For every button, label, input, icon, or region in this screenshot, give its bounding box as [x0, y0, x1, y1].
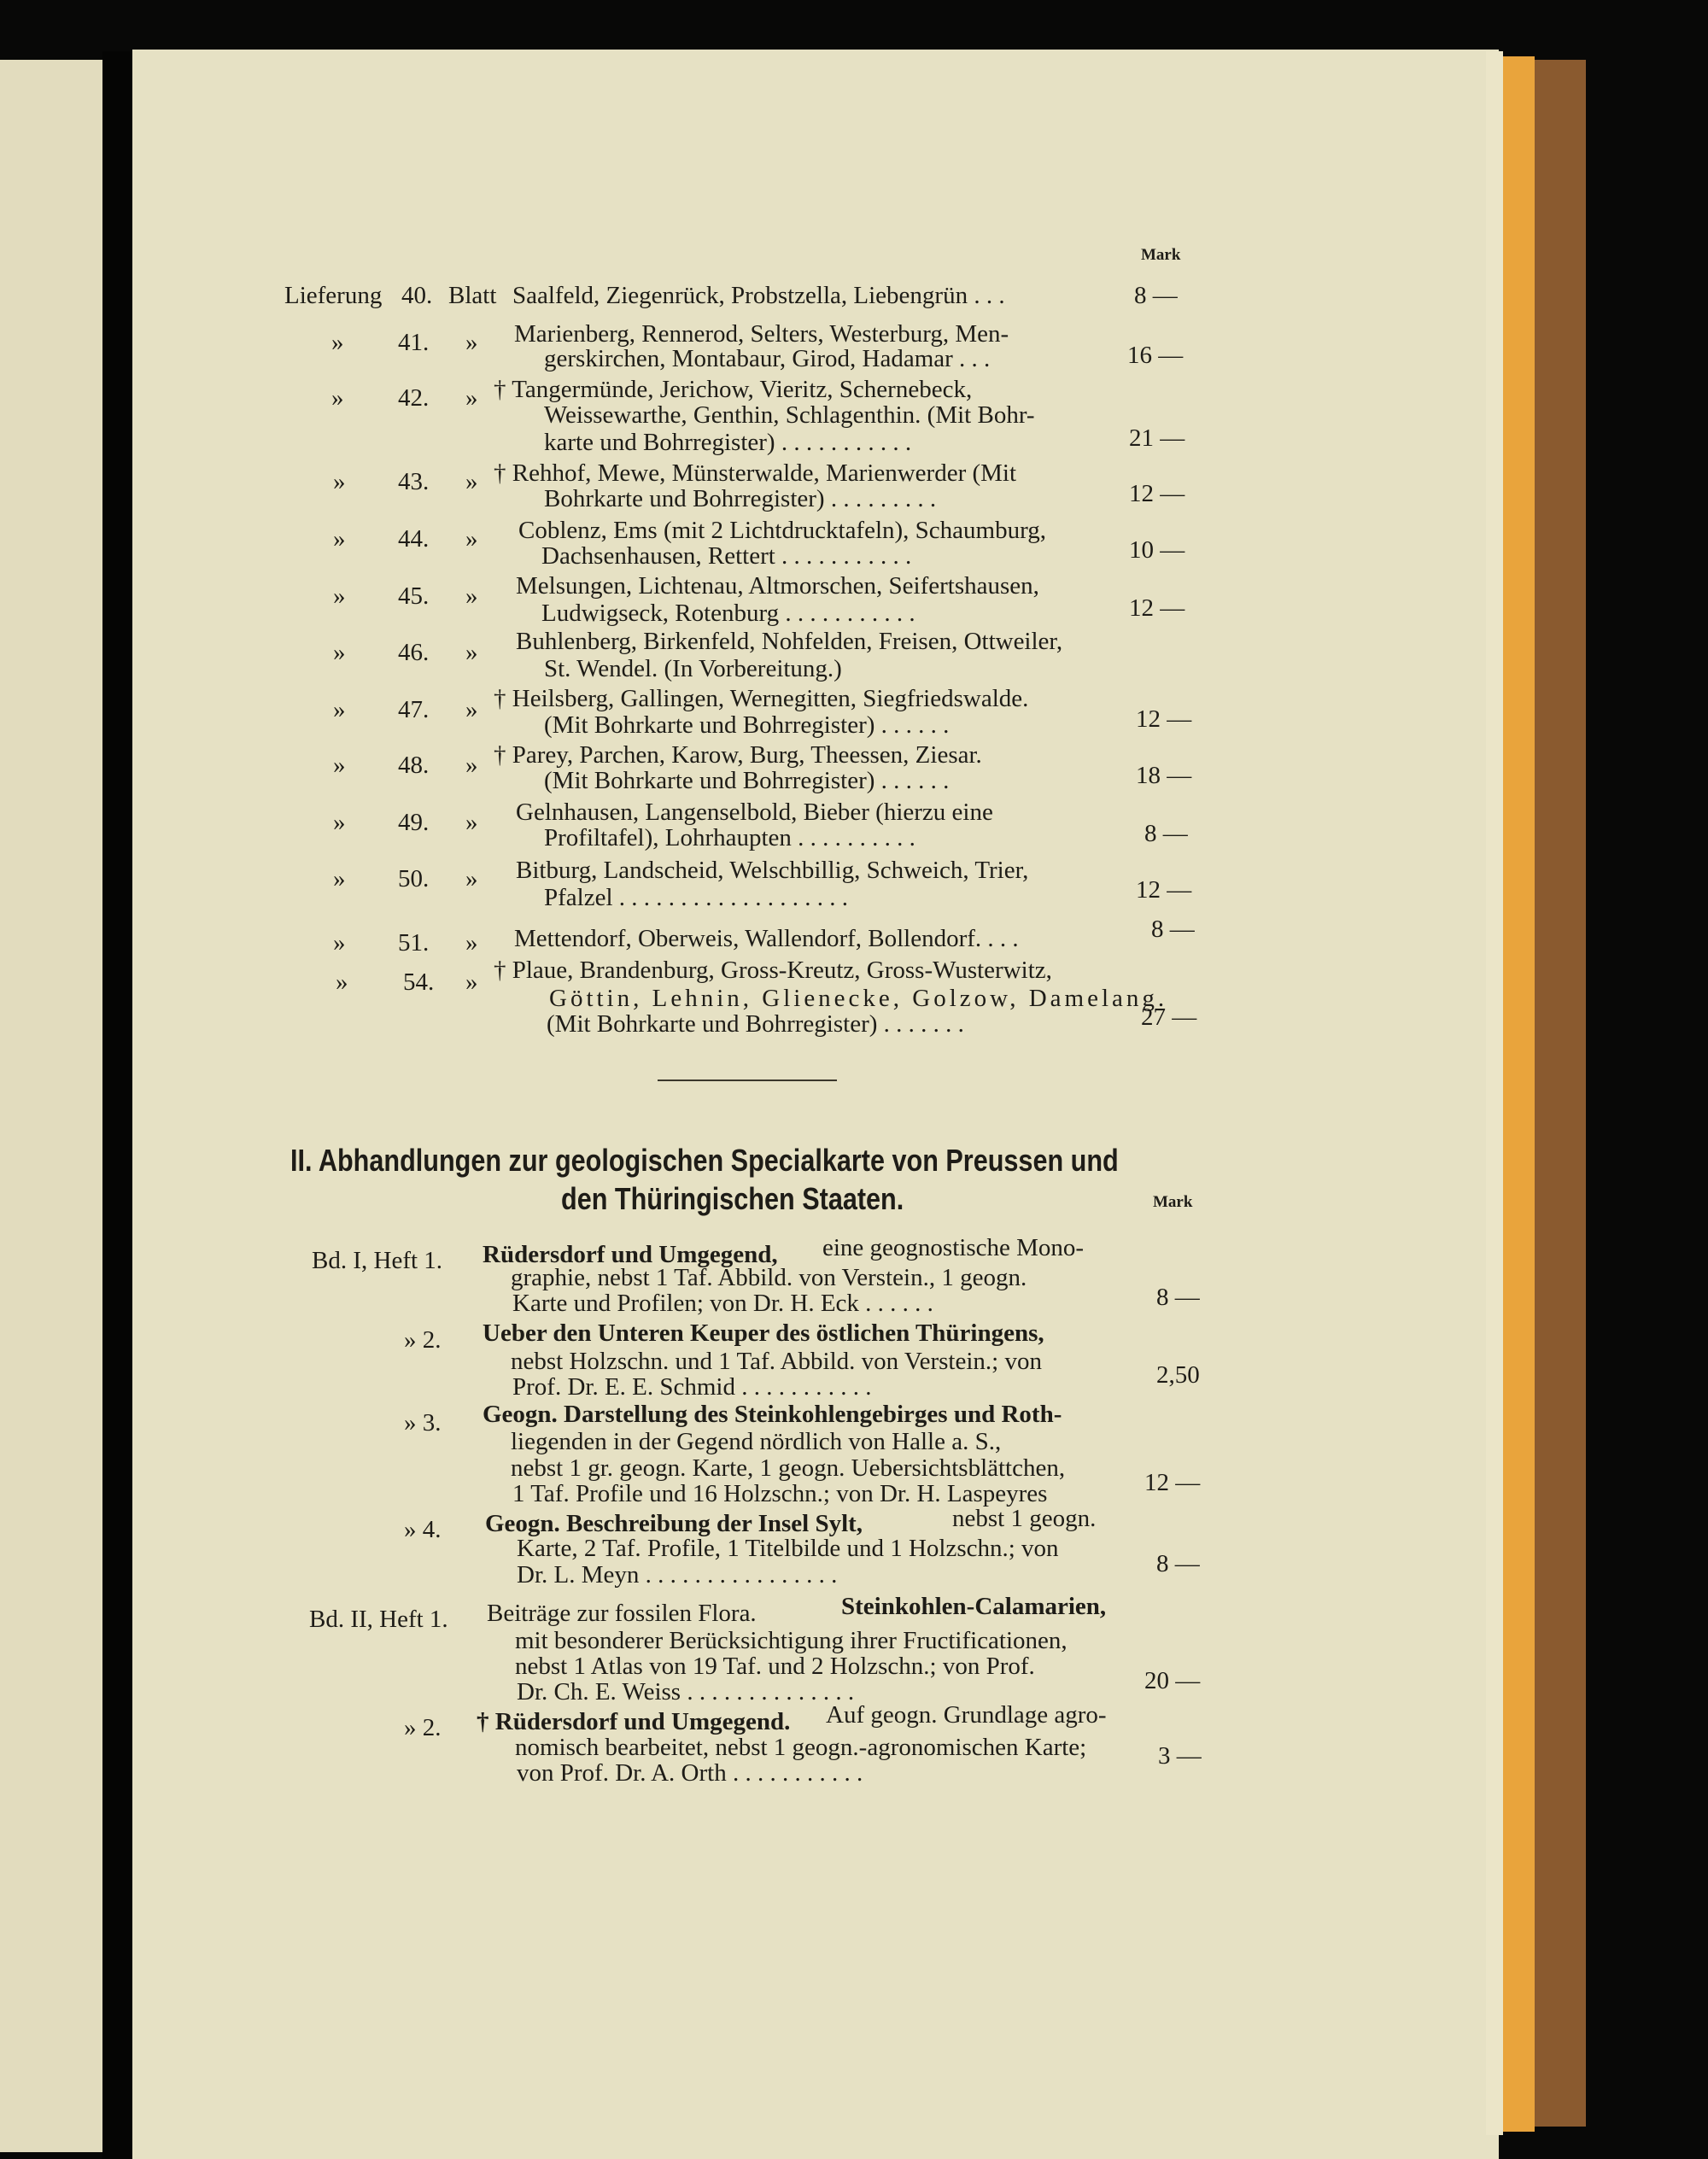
work-price: 8 — — [1156, 1284, 1200, 1311]
page-edge-orange — [1499, 56, 1535, 2132]
entry-line: Gelnhausen, Langenselbold, Bieber (hierzu eine — [516, 799, 993, 826]
entry-prefix: Blatt — [448, 282, 497, 309]
ditto-mark: » — [333, 752, 346, 779]
entry-prefix: » — [465, 809, 478, 836]
entry-price: 12 — — [1129, 594, 1185, 622]
entry-line: Bitburg, Landscheid, Welschbillig, Schweich, Trier, — [516, 857, 1029, 884]
entry-price: 12 — — [1136, 705, 1192, 733]
entry-line: Weissewarthe, Genthin, Schlagenthin. (Mit Bohr- — [544, 401, 1035, 429]
work-line: Prof. Dr. E. E. Schmid . . . . . . . . . . . — [512, 1373, 872, 1401]
entry-line: (Mit Bohrkarte und Bohrregister) . . . . . . — [544, 767, 950, 794]
entry-num: 51. — [398, 929, 430, 957]
entry-line: † Rehhof, Mewe, Münsterwalde, Marienwerder (Mit — [494, 459, 1017, 487]
ditto-mark: » — [331, 384, 344, 412]
entry-line: Marienberg, Rennerod, Selters, Westerburg, Men- — [514, 320, 1009, 348]
entry-num: 46. — [398, 639, 430, 666]
work-line: von Prof. Dr. A. Orth . . . . . . . . . . . — [517, 1759, 863, 1787]
entry-num: 43. — [398, 468, 430, 495]
entry-prefix: » — [465, 384, 478, 412]
entry-prefix: » — [465, 752, 478, 779]
lieferung-label: Lieferung — [284, 282, 383, 309]
ditto-mark: » — [333, 809, 346, 836]
work-line: Karte, 2 Taf. Profile, 1 Titelbilde und 1 Holzschn.; von — [517, 1535, 1059, 1562]
work-price: 3 — — [1158, 1742, 1202, 1770]
entry-price: 16 — — [1127, 342, 1184, 369]
work-line: graphie, nebst 1 Taf. Abbild. von Verstein., 1 geogn. — [511, 1264, 1027, 1291]
work-line: 1 Taf. Profile und 16 Holzschn.; von Dr. H. Laspeyres — [512, 1480, 1048, 1507]
work-price: 2,50 — [1156, 1361, 1200, 1389]
volume-ref: » 3. — [404, 1409, 442, 1436]
entry-line: Dachsenhausen, Rettert . . . . . . . . . . . — [541, 542, 912, 570]
entry-num: 50. — [398, 865, 430, 892]
section-divider — [658, 1080, 837, 1081]
mark-column-header: Mark — [1141, 246, 1181, 264]
entry-line: Profiltafel), Lohrhaupten . . . . . . . . . . — [544, 824, 915, 851]
entry-line: Göttin, Lehnin, Glienecke, Golzow, Damelang. — [549, 985, 1168, 1012]
entry-line: † Heilsberg, Gallingen, Wernegitten, Siegfriedswalde. — [494, 685, 1029, 712]
ditto-mark: » — [333, 525, 346, 553]
work-title: Steinkohlen-Calamarien, — [841, 1593, 1107, 1620]
entry-line: (Mit Bohrkarte und Bohrregister) . . . . . . . — [547, 1010, 964, 1038]
work-price: 20 — — [1144, 1667, 1201, 1694]
entry-price: 12 — — [1129, 480, 1185, 507]
entry-price: 27 — — [1141, 1003, 1197, 1031]
entry-prefix: » — [465, 525, 478, 553]
work-line: liegenden in der Gegend nördlich von Halle a. S., — [511, 1428, 1002, 1455]
entry-num: 45. — [398, 582, 430, 610]
work-line: Dr. Ch. E. Weiss . . . . . . . . . . . . . . — [517, 1678, 855, 1706]
page-edge — [1486, 51, 1503, 2135]
entry-line: Pfalzel . . . . . . . . . . . . . . . . . . . — [544, 884, 849, 911]
entry-prefix: » — [465, 696, 478, 723]
entry-line: St. Wendel. (In Vorbereitung.) — [544, 655, 842, 682]
volume-ref: » 2. — [404, 1326, 442, 1354]
work-title: Geogn. Darstellung des Steinkohlengebirges und Roth- — [483, 1401, 1062, 1428]
entry-price: 21 — — [1129, 424, 1185, 452]
entry-line: gerskirchen, Montabaur, Girod, Hadamar . . . — [544, 345, 991, 372]
ditto-mark: » — [331, 329, 344, 356]
work-title: Ueber den Unteren Keuper des östlichen Thüringens, — [483, 1319, 1044, 1347]
volume-ref: Bd. I, Heft 1. — [312, 1247, 443, 1274]
ditto-mark: » — [333, 696, 346, 723]
entry-prefix: » — [465, 329, 478, 356]
work-line: nebst Holzschn. und 1 Taf. Abbild. von Verstein.; von — [511, 1348, 1042, 1375]
work-price: 12 — — [1144, 1469, 1201, 1496]
facing-page-edge — [0, 60, 104, 2152]
book-gutter — [102, 51, 135, 2159]
work-line: eine geognostische Mono- — [822, 1234, 1085, 1261]
entry-line: Buhlenberg, Birkenfeld, Nohfelden, Freisen, Ottweiler, — [516, 628, 1063, 655]
entry-prefix: » — [465, 639, 478, 666]
entry-line: † Tangermünde, Jerichow, Vieritz, Schernebeck, — [494, 376, 973, 403]
entry-line: Saalfeld, Ziegenrück, Probstzella, Liebengrün . . . — [512, 282, 1005, 309]
entry-num: 40. — [401, 282, 433, 309]
entry-prefix: » — [465, 929, 478, 957]
entry-num: 54. — [403, 968, 435, 996]
entry-line: † Plaue, Brandenburg, Gross-Kreutz, Gross-Wusterwitz, — [494, 957, 1052, 984]
section-title: II. Abhandlungen zur geologischen Specialkarte von Preussen und — [290, 1143, 1119, 1178]
mark-column-header: Mark — [1153, 1193, 1193, 1211]
work-title: Geogn. Beschreibung der Insel Sylt, — [485, 1510, 863, 1537]
work-line: mit besonderer Berücksichtigung ihrer Fructificationen, — [515, 1627, 1068, 1654]
entry-prefix: » — [465, 968, 478, 996]
entry-line: Bohrkarte und Bohrregister) . . . . . . . . . — [544, 485, 937, 512]
volume-ref: Bd. II, Heft 1. — [309, 1606, 448, 1633]
entry-prefix: » — [465, 468, 478, 495]
entry-num: 41. — [398, 329, 430, 356]
ditto-mark: » — [336, 968, 348, 996]
volume-ref: » 4. — [404, 1516, 442, 1543]
entry-price: 8 — — [1134, 282, 1178, 309]
entry-line: Melsungen, Lichtenau, Altmorschen, Seifertshausen, — [516, 572, 1039, 600]
entry-num: 44. — [398, 525, 430, 553]
work-line: Beiträge zur fossilen Flora. — [487, 1600, 757, 1627]
entry-line: Coblenz, Ems (mit 2 Lichtdrucktafeln), Schaumburg, — [518, 517, 1046, 544]
entry-num: 48. — [398, 752, 430, 779]
ditto-mark: » — [333, 639, 346, 666]
work-line: Auf geogn. Grundlage agro- — [826, 1701, 1107, 1729]
work-line: nomisch bearbeitet, nebst 1 geogn.-agronomischen Karte; — [515, 1734, 1087, 1761]
entry-price: 8 — — [1151, 916, 1195, 943]
work-line: nebst 1 Atlas von 19 Taf. und 2 Holzschn.; von Prof. — [515, 1653, 1035, 1680]
volume-ref: » 2. — [404, 1714, 442, 1741]
book-cover — [1535, 60, 1586, 2127]
ditto-mark: » — [333, 865, 346, 892]
work-title: Rüdersdorf und Umgegend, — [483, 1241, 778, 1268]
work-price: 8 — — [1156, 1550, 1200, 1577]
work-line: Karte und Profilen; von Dr. H. Eck . . . . . . — [512, 1290, 933, 1317]
entry-num: 49. — [398, 809, 430, 836]
entry-line: † Parey, Parchen, Karow, Burg, Theessen, Ziesar. — [494, 741, 982, 769]
work-line: Dr. L. Meyn . . . . . . . . . . . . . . . . — [517, 1561, 838, 1589]
entry-price: 8 — — [1144, 820, 1188, 847]
entry-prefix: » — [465, 865, 478, 892]
ditto-mark: » — [333, 582, 346, 610]
work-line: nebst 1 gr. geogn. Karte, 1 geogn. Uebersichtsblättchen, — [511, 1454, 1066, 1482]
entry-num: 47. — [398, 696, 430, 723]
section-title-line2: den Thüringischen Staaten. — [561, 1181, 904, 1216]
ditto-mark: » — [333, 929, 346, 957]
work-line: nebst 1 geogn. — [952, 1505, 1097, 1532]
entry-line: Mettendorf, Oberweis, Wallendorf, Bollendorf. . . . — [514, 925, 1019, 952]
entry-price: 12 — — [1136, 876, 1192, 904]
entry-price: 18 — — [1136, 762, 1192, 789]
entry-prefix: » — [465, 582, 478, 610]
entry-line: karte und Bohrregister) . . . . . . . . . . . — [544, 429, 912, 456]
entry-line: Ludwigseck, Rotenburg . . . . . . . . . . . — [541, 600, 915, 627]
entry-line: (Mit Bohrkarte und Bohrregister) . . . . . . — [544, 711, 950, 739]
work-title: † Rüdersdorf und Umgegend. — [477, 1708, 791, 1735]
ditto-mark: » — [333, 468, 346, 495]
entry-price: 10 — — [1129, 536, 1185, 564]
entry-num: 42. — [398, 384, 430, 412]
